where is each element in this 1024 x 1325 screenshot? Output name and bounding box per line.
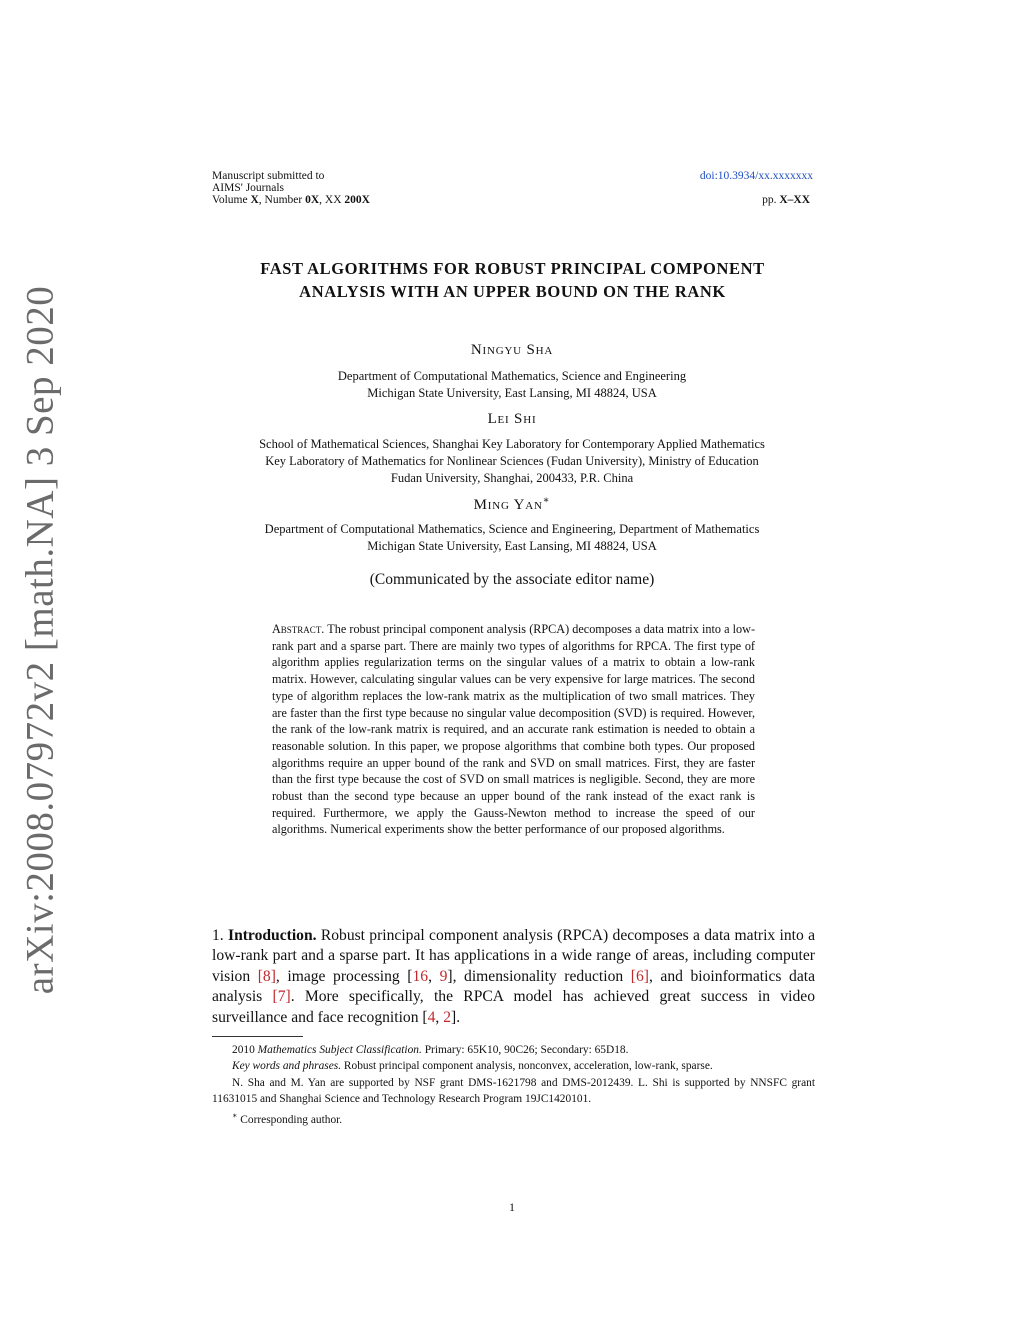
header-volume: Volume X, Number 0X, XX 200X (212, 194, 370, 206)
affiliation-line: Department of Computational Mathematics, Science and Engineering (337, 369, 687, 383)
footnote-msc: 2010 Mathematics Subject Classification. Primary: 65K10, 90C26; Secondary: 65D18. (232, 1044, 629, 1056)
communicated-by: (Communicated by the associate editor name) (369, 571, 655, 588)
author-name-corresponding: Ming Yan∗ (473, 495, 551, 513)
abstract-text: The robust principal component analysis (RPCA) decomposes a data matrix into a low-rank part and a sparse part. There are mainly two types of algorithms for RPCA. The first type of algorithm applies regularization terms on the singular values of a matrix to obtain a low-rank matrix. However, calculating singular values can be very expensive for large matrices. The second type of algorithm replaces the low-rank matrix as the multiplication of two small matrices. They are faster than the first type because no singular value decomposition (SVD) is required. However, the rank of the low-rank matrix is required, and an accurate rank estimation is needed to obtain a reasonable solution. In this paper, we propose algorithms that combine both types. Our proposed algorithms require an upper bound of the rank and SVD on small matrices. First, they are faster than the first type because the cost of SVD on small matrices is negligible. Second, they are more robust than the second type because an upper bound of the rank instead of the exact rank is required. Furthermore, we apply the Gauss-Newton method to increase the speed of our algorithms. Numerical experiments show the better performance of our proposed algorithms. (272, 622, 756, 837)
affiliation-line: Department of Computational Mathematics, Science and Engineering, Department of Mathematics (264, 522, 760, 536)
citation-link[interactable]: [8] (257, 967, 276, 985)
affiliation-line: Michigan State University, East Lansing, MI 48824, USA (367, 386, 657, 400)
arxiv-identifier: arXiv:2008.07972v2 [math.NA] 3 Sep 2020 (18, 285, 62, 995)
paper-title (150, 257, 875, 303)
section-heading: Introduction. (228, 927, 317, 944)
footnote-funding: N. Sha and M. Yan are supported by NSF grant DMS-1621798 and DMS-2012439. L. Shi is supported by NNSFC grant 11631015 and Shanghai Science and Technology Research Program 19JC1420101. (212, 1076, 815, 1106)
affiliation-line: Michigan State University, East Lansing, MI 48824, USA (367, 539, 657, 553)
author-affiliation (0, 436, 1024, 487)
title-line1: FAST ALGORITHMS FOR ROBUST PRINCIPAL COMPONENT (260, 259, 765, 278)
affiliation-line: School of Mathematical Sciences, Shanghai Key Laboratory for Contemporary Applied Mathematics (259, 437, 765, 451)
footnote-corresponding: ∗ Corresponding author. (232, 1110, 343, 1126)
introduction-section: 1. Introduction. Robust principal component analysis (RPCA) decomposes a data matrix into a low-rank part and a sparse part. It has applications in a wide range of areas, including computer vision [8], image processing [16, 9], dimensionality reduction [6], and bioinformatics data analysis [7]. More specifically, the RPCA model has achieved great success in video surveillance and face recognition [4, 2]. (212, 927, 815, 1026)
doi-link[interactable]: doi:10.3934/xx.xxxxxxx (699, 170, 813, 182)
title-line2: ANALYSIS WITH AN UPPER BOUND ON THE RANK (299, 282, 726, 301)
citation-link[interactable]: 16 (412, 967, 429, 985)
footnote-keywords: Key words and phrases. Robust principal component analysis, nonconvex, acceleration, low-rank, sparse. (232, 1060, 713, 1073)
header-line1: Manuscript submitted to (212, 170, 325, 182)
footnotes (212, 1042, 815, 1128)
citation-link[interactable]: [7] (272, 988, 291, 1006)
author-name: Lei Shi (487, 411, 537, 427)
citation-link[interactable]: 2 (443, 1008, 452, 1026)
abstract-label: Abstract. (272, 622, 325, 636)
author-affiliation (0, 521, 1024, 555)
section-number: 1. (212, 927, 224, 944)
abstract (272, 621, 755, 838)
affiliation-line: Key Laboratory of Mathematics for Nonlinear Sciences (Fudan University), Ministry of Education (265, 454, 759, 468)
footnote-rule (212, 1036, 303, 1037)
author-name: Ningyu Sha (470, 342, 554, 358)
affiliation-line: Fudan University, Shanghai, 200433, P.R. China (390, 471, 634, 485)
page-range: pp. X–XX (762, 194, 810, 206)
page-number: 1 (509, 1200, 515, 1214)
author-affiliation (0, 368, 1024, 402)
corresponding-marker: ∗ (542, 495, 551, 506)
header-line2: AIMS' Journals (212, 182, 285, 194)
citation-link[interactable]: [6] (630, 967, 649, 985)
citation-link[interactable]: 4 (427, 1008, 436, 1026)
arxiv-sidebar (0, 0, 80, 1325)
journal-header (212, 170, 370, 206)
citation-link[interactable]: 9 (439, 967, 448, 985)
